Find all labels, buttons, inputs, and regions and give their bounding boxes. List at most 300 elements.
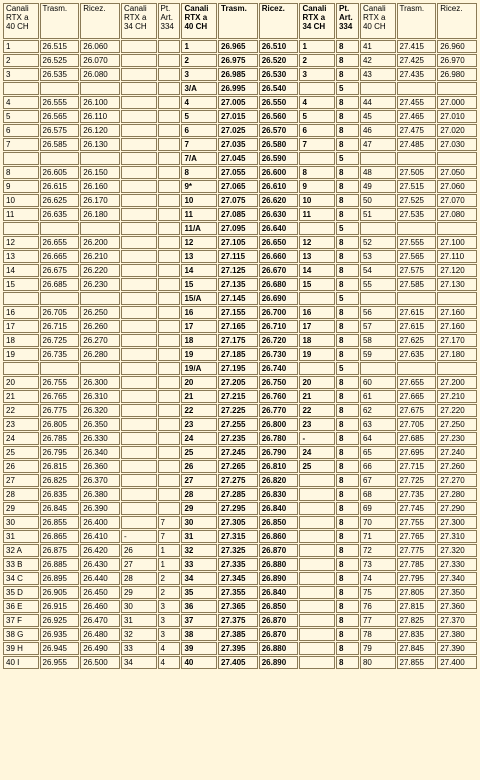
table-cell: 26.480	[80, 628, 120, 641]
table-cell: 27.675	[397, 404, 437, 417]
table-cell: 26.680	[259, 278, 299, 291]
table-cell	[121, 278, 157, 291]
table-cell	[299, 502, 335, 515]
table-cell: 8	[336, 124, 359, 137]
table-cell: 26.800	[259, 418, 299, 431]
table-cell: 26	[121, 544, 157, 557]
table-cell: 26.780	[259, 432, 299, 445]
table-cell: 26.520	[259, 54, 299, 67]
table-cell: 27.000	[437, 96, 477, 109]
table-cell: 38	[181, 628, 217, 641]
table-cell: 27.505	[397, 166, 437, 179]
table-cell: 30	[181, 516, 217, 529]
table-cell: 26.130	[80, 138, 120, 151]
table-cell: 26.610	[259, 180, 299, 193]
table-cell: 35	[181, 586, 217, 599]
table-row	[3, 642, 477, 655]
table-cell	[360, 292, 396, 305]
table-cell: 9	[3, 180, 39, 193]
table-cell: 8	[336, 390, 359, 403]
table-cell	[299, 530, 335, 543]
table-cell: 27	[121, 558, 157, 571]
table-cell: 8	[336, 656, 359, 669]
table-cell: 11	[181, 208, 217, 221]
table-cell: 26.635	[40, 208, 80, 221]
table-cell: 27.035	[218, 138, 258, 151]
table-cell: 33	[181, 558, 217, 571]
table-cell: 5	[336, 292, 359, 305]
table-cell: 64	[360, 432, 396, 445]
table-row	[3, 628, 477, 641]
column-header: Trasm.	[40, 3, 80, 39]
table-cell: 27.005	[218, 96, 258, 109]
table-cell: 27.815	[397, 600, 437, 613]
column-header: Canali RTX a 40 CH	[181, 3, 217, 39]
table-cell: 27.415	[397, 40, 437, 53]
table-cell: 26.730	[259, 348, 299, 361]
table-cell: 44	[360, 96, 396, 109]
table-cell: 27.515	[397, 180, 437, 193]
table-cell: 58	[360, 334, 396, 347]
table-cell: 36 E	[3, 600, 39, 613]
table-cell: 72	[360, 544, 396, 557]
table-cell: 32 A	[3, 544, 39, 557]
table-cell	[299, 628, 335, 641]
table-cell	[80, 222, 120, 235]
table-cell: 27.330	[437, 558, 477, 571]
table-cell: 8	[336, 642, 359, 655]
column-header: Trasm.	[218, 3, 258, 39]
table-cell: 14	[3, 264, 39, 277]
table-cell: 28	[181, 488, 217, 501]
table-cell: 27.465	[397, 110, 437, 123]
table-cell: 27.565	[397, 250, 437, 263]
table-cell: 53	[360, 250, 396, 263]
table-cell	[121, 376, 157, 389]
table-cell: 27.045	[218, 152, 258, 165]
table-cell	[397, 362, 437, 375]
table-cell: 27.525	[397, 194, 437, 207]
table-cell: 27.125	[218, 264, 258, 277]
table-cell: 27.250	[437, 418, 477, 431]
table-cell: 5	[336, 222, 359, 235]
table-cell: 26.270	[80, 334, 120, 347]
table-cell: 26.390	[80, 502, 120, 515]
table-row	[3, 530, 477, 543]
table-cell: 26	[3, 460, 39, 473]
table-cell: 11/A	[181, 222, 217, 235]
table-cell	[121, 320, 157, 333]
table-cell: 61	[360, 390, 396, 403]
column-header: Ricez.	[437, 3, 477, 39]
table-cell	[158, 180, 181, 193]
table-cell	[3, 152, 39, 165]
table-cell: 8	[336, 558, 359, 571]
table-cell: 33	[121, 642, 157, 655]
table-cell: 26.640	[259, 222, 299, 235]
table-cell: 27.305	[218, 516, 258, 529]
table-cell: 36	[181, 600, 217, 613]
table-cell: 18	[181, 334, 217, 347]
table-cell: 26.890	[259, 572, 299, 585]
table-cell: 26.625	[40, 194, 80, 207]
table-cell: 26.705	[40, 306, 80, 319]
table-cell: 27.340	[437, 572, 477, 585]
table-cell: 26.515	[40, 40, 80, 53]
table-cell: 8	[336, 250, 359, 263]
table-cell	[158, 502, 181, 515]
table-cell: 8	[336, 418, 359, 431]
table-cell	[158, 320, 181, 333]
table-cell: 3	[299, 68, 335, 81]
table-cell: 62	[360, 404, 396, 417]
table-cell	[158, 236, 181, 249]
table-cell: 7/A	[181, 152, 217, 165]
table-cell: 26.710	[259, 320, 299, 333]
table-cell	[158, 390, 181, 403]
table-row	[3, 362, 477, 375]
table-cell: 28	[3, 488, 39, 501]
table-cell: 10	[299, 194, 335, 207]
table-cell	[121, 334, 157, 347]
table-cell: 26.985	[218, 68, 258, 81]
table-cell: 8	[336, 68, 359, 81]
table-cell: 26.150	[80, 166, 120, 179]
table-cell: 25	[3, 446, 39, 459]
table-cell	[158, 334, 181, 347]
table-row	[3, 460, 477, 473]
table-cell: 34	[121, 656, 157, 669]
table-cell: 27.010	[437, 110, 477, 123]
table-row	[3, 376, 477, 389]
table-cell: 12	[3, 236, 39, 249]
table-cell: 26.530	[259, 68, 299, 81]
table-cell: 26.875	[40, 544, 80, 557]
table-cell: 8	[336, 404, 359, 417]
table-cell: 8	[336, 614, 359, 627]
table-cell: 26.170	[80, 194, 120, 207]
column-header: Canali RTX a 40 CH	[3, 3, 39, 39]
table-cell: 27.095	[218, 222, 258, 235]
frequency-table	[2, 2, 478, 670]
table-cell: 26.655	[40, 236, 80, 249]
table-cell: 26.440	[80, 572, 120, 585]
table-cell: 26.340	[80, 446, 120, 459]
table-cell: 26.980	[437, 68, 477, 81]
table-cell: 22	[181, 404, 217, 417]
table-cell: -	[299, 432, 335, 445]
table-cell: 27.255	[218, 418, 258, 431]
table-cell: 26.410	[80, 530, 120, 543]
table-row	[3, 572, 477, 585]
table-cell: 25	[181, 446, 217, 459]
table-cell: 26.630	[259, 208, 299, 221]
table-cell	[121, 82, 157, 95]
table-cell: 1	[299, 40, 335, 53]
table-cell: 8	[336, 530, 359, 543]
table-cell	[121, 488, 157, 501]
table-cell: 26.100	[80, 96, 120, 109]
table-cell: 59	[360, 348, 396, 361]
table-cell: 34 C	[3, 572, 39, 585]
table-cell	[299, 488, 335, 501]
table-cell: 8	[336, 600, 359, 613]
table-cell: 27.275	[218, 474, 258, 487]
table-cell	[121, 292, 157, 305]
table-cell: 26.280	[80, 348, 120, 361]
column-header: Pt. Art. 334	[336, 3, 359, 39]
table-cell	[40, 362, 80, 375]
column-header: Canali RTX a 34 CH	[299, 3, 335, 39]
table-cell: 27.030	[437, 138, 477, 151]
table-cell: 27.615	[397, 306, 437, 319]
table-cell: 8	[336, 278, 359, 291]
table-cell: 26.885	[40, 558, 80, 571]
table-row	[3, 614, 477, 627]
table-cell: 26.230	[80, 278, 120, 291]
table-cell: 26.880	[259, 558, 299, 571]
table-cell: 27.555	[397, 236, 437, 249]
table-cell: 71	[360, 530, 396, 543]
table-cell	[158, 124, 181, 137]
table-cell: 23	[3, 418, 39, 431]
table-row	[3, 334, 477, 347]
table-cell: 20	[181, 376, 217, 389]
table-row	[3, 236, 477, 249]
table-cell: 26.575	[40, 124, 80, 137]
table-cell: 26.500	[80, 656, 120, 669]
table-cell: 1	[3, 40, 39, 53]
table-cell	[121, 68, 157, 81]
table-cell: 26.600	[259, 166, 299, 179]
table-cell: 27.280	[437, 488, 477, 501]
table-cell	[121, 306, 157, 319]
table-cell: 27.425	[397, 54, 437, 67]
table-cell: 26.915	[40, 600, 80, 613]
table-cell	[121, 390, 157, 403]
table-cell	[40, 82, 80, 95]
table-cell	[121, 40, 157, 53]
table-cell: 26.820	[259, 474, 299, 487]
table-cell: 35 D	[3, 586, 39, 599]
table-cell: 56	[360, 306, 396, 319]
table-cell: 26.850	[259, 516, 299, 529]
table-cell: 17	[299, 320, 335, 333]
table-cell: 27.380	[437, 628, 477, 641]
table-cell: 27.435	[397, 68, 437, 81]
table-cell: 27.715	[397, 460, 437, 473]
table-cell: 39	[181, 642, 217, 655]
table-cell: 27.240	[437, 446, 477, 459]
table-cell: 40 I	[3, 656, 39, 669]
table-row	[3, 516, 477, 529]
table-cell: 27.705	[397, 418, 437, 431]
table-cell: 26.775	[40, 404, 80, 417]
table-cell	[121, 96, 157, 109]
table-cell: 27.110	[437, 250, 477, 263]
table-cell	[299, 558, 335, 571]
table-cell: 26.970	[437, 54, 477, 67]
table-cell: 30	[3, 516, 39, 529]
table-row	[3, 54, 477, 67]
table-cell: 5	[181, 110, 217, 123]
table-cell: 27.070	[437, 194, 477, 207]
table-cell: 26.995	[218, 82, 258, 95]
table-cell: 40	[181, 656, 217, 669]
table-cell	[121, 502, 157, 515]
table-row	[3, 586, 477, 599]
table-cell: 27.020	[437, 124, 477, 137]
table-cell: 5	[336, 152, 359, 165]
table-cell: 8	[336, 236, 359, 249]
table-cell: 30	[121, 600, 157, 613]
table-cell: 10	[181, 194, 217, 207]
table-cell: 8	[336, 180, 359, 193]
table-cell: 4	[158, 656, 181, 669]
table-cell: 27.835	[397, 628, 437, 641]
table-cell: 27.365	[218, 600, 258, 613]
table-cell: 9*	[181, 180, 217, 193]
table-cell: 29	[3, 502, 39, 515]
table-row	[3, 348, 477, 361]
table-cell: 5	[299, 110, 335, 123]
table-cell: 8	[336, 516, 359, 529]
table-cell	[299, 474, 335, 487]
table-cell: 27.795	[397, 572, 437, 585]
table-cell: 11	[299, 208, 335, 221]
table-cell: 26.700	[259, 306, 299, 319]
table-cell: 27.655	[397, 376, 437, 389]
table-cell: 8	[336, 54, 359, 67]
table-cell: 8	[336, 194, 359, 207]
table-cell: 65	[360, 446, 396, 459]
table-cell: 26.865	[40, 530, 80, 543]
table-cell: 66	[360, 460, 396, 473]
table-cell: 27.685	[397, 432, 437, 445]
table-cell: 26.660	[259, 250, 299, 263]
table-cell	[299, 642, 335, 655]
table-cell: 27.335	[218, 558, 258, 571]
table-cell: 4	[181, 96, 217, 109]
column-header: Ricez.	[80, 3, 120, 39]
table-cell: 26.585	[40, 138, 80, 151]
table-cell: 8	[336, 572, 359, 585]
table-cell: 15	[181, 278, 217, 291]
table-row	[3, 40, 477, 53]
table-cell: 27.375	[218, 614, 258, 627]
table-cell: 8	[336, 460, 359, 473]
table-cell: 27.295	[218, 502, 258, 515]
table-cell: 2	[158, 572, 181, 585]
table-row	[3, 278, 477, 291]
table-cell: 24	[181, 432, 217, 445]
table-cell: 7	[158, 530, 181, 543]
table-row	[3, 306, 477, 319]
table-cell	[121, 250, 157, 263]
table-cell: 27.825	[397, 614, 437, 627]
table-cell	[299, 544, 335, 557]
table-cell: 26.935	[40, 628, 80, 641]
table-cell: 27.050	[437, 166, 477, 179]
table-cell: 27.635	[397, 348, 437, 361]
table-cell	[158, 194, 181, 207]
table-cell: 8	[336, 320, 359, 333]
column-header: Ricez.	[259, 3, 299, 39]
table-cell: 41	[360, 40, 396, 53]
table-cell: 27.225	[218, 404, 258, 417]
table-cell: 27.115	[218, 250, 258, 263]
table-cell: 1	[158, 544, 181, 557]
table-cell: 27.400	[437, 656, 477, 669]
table-cell: 26.060	[80, 40, 120, 53]
table-cell: 27.575	[397, 264, 437, 277]
table-cell	[121, 348, 157, 361]
table-cell: 50	[360, 194, 396, 207]
column-header: Canali RTX a 40 CH	[360, 3, 396, 39]
table-cell: 19	[299, 348, 335, 361]
table-cell: 26.590	[259, 152, 299, 165]
table-cell	[158, 138, 181, 151]
table-cell	[121, 208, 157, 221]
table-cell	[158, 446, 181, 459]
table-cell	[121, 446, 157, 459]
table-cell: 26.945	[40, 642, 80, 655]
table-cell: 26.960	[437, 40, 477, 53]
table-cell: 4	[158, 642, 181, 655]
table-cell: 8	[336, 474, 359, 487]
table-cell: 26.860	[259, 530, 299, 543]
table-cell: 26.965	[218, 40, 258, 53]
table-cell: 21	[3, 390, 39, 403]
table-cell: 27.475	[397, 124, 437, 137]
table-cell: 69	[360, 502, 396, 515]
table-cell: 13	[299, 250, 335, 263]
table-cell: 22	[3, 404, 39, 417]
table-cell: 26.430	[80, 558, 120, 571]
table-cell: 26.815	[40, 460, 80, 473]
table-header-row	[3, 3, 477, 39]
table-cell: 27.310	[437, 530, 477, 543]
table-cell: 26.790	[259, 446, 299, 459]
table-cell: 27.775	[397, 544, 437, 557]
table-cell: 26.615	[40, 180, 80, 193]
table-cell: 16	[3, 306, 39, 319]
table-cell: 27.265	[218, 460, 258, 473]
table-cell	[158, 292, 181, 305]
table-cell: 26.620	[259, 194, 299, 207]
table-row	[3, 96, 477, 109]
table-cell: 26.975	[218, 54, 258, 67]
table-row	[3, 152, 477, 165]
table-cell	[437, 362, 477, 375]
table-cell: 27.285	[218, 488, 258, 501]
table-cell: 27.160	[437, 320, 477, 333]
table-cell: 26.580	[259, 138, 299, 151]
table-cell: 24	[3, 432, 39, 445]
table-cell: 26.690	[259, 292, 299, 305]
table-cell: 26.260	[80, 320, 120, 333]
table-cell: 27.060	[437, 180, 477, 193]
table-cell: 16	[299, 306, 335, 319]
table-cell	[158, 348, 181, 361]
table-cell: 26.160	[80, 180, 120, 193]
table-cell: 8	[336, 348, 359, 361]
table-cell: 26.250	[80, 306, 120, 319]
table-cell	[121, 194, 157, 207]
table-cell: 26.870	[259, 544, 299, 557]
table-cell: 27.745	[397, 502, 437, 515]
table-cell: 26.830	[259, 488, 299, 501]
